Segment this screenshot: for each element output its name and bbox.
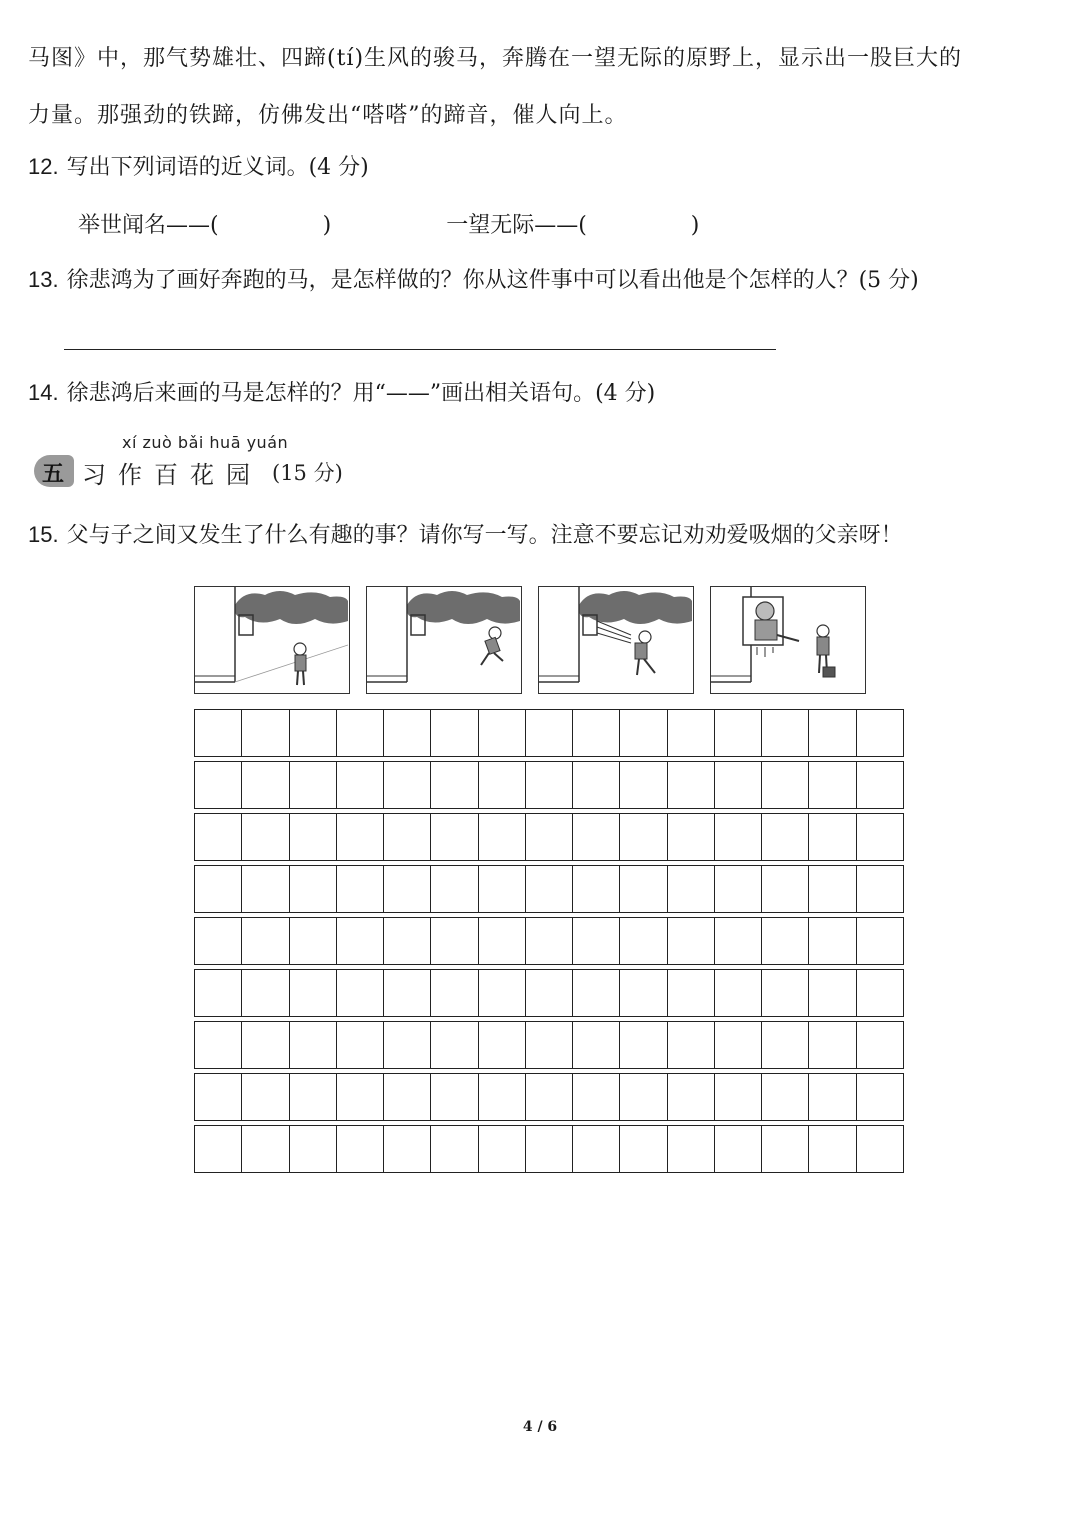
- grid-cell[interactable]: [431, 866, 478, 912]
- grid-cell[interactable]: [431, 814, 478, 860]
- grid-cell[interactable]: [195, 762, 242, 808]
- grid-cell[interactable]: [384, 918, 431, 964]
- grid-cell[interactable]: [715, 814, 762, 860]
- grid-cell[interactable]: [715, 1074, 762, 1120]
- grid-cell[interactable]: [337, 1022, 384, 1068]
- grid-cell[interactable]: [479, 710, 526, 756]
- comic-strip: [194, 586, 874, 698]
- synonym-word-2: 一望无际——(: [446, 213, 587, 238]
- grid-cell[interactable]: [479, 866, 526, 912]
- grid-cell[interactable]: [384, 866, 431, 912]
- grid-row: [194, 1021, 904, 1069]
- grid-cell[interactable]: [195, 1126, 242, 1172]
- grid-cell[interactable]: [242, 918, 289, 964]
- grid-cell[interactable]: [809, 970, 856, 1016]
- grid-cell[interactable]: [809, 918, 856, 964]
- grid-cell[interactable]: [668, 814, 715, 860]
- grid-cell[interactable]: [762, 918, 809, 964]
- grid-cell[interactable]: [337, 762, 384, 808]
- section-5-badge: 五: [42, 462, 65, 487]
- grid-cell[interactable]: [242, 1022, 289, 1068]
- grid-cell[interactable]: [479, 1126, 526, 1172]
- comic-panel-2: [366, 586, 522, 694]
- grid-cell[interactable]: [809, 710, 856, 756]
- grid-cell[interactable]: [526, 918, 573, 964]
- grid-cell[interactable]: [337, 1126, 384, 1172]
- grid-cell[interactable]: [195, 1074, 242, 1120]
- grid-cell[interactable]: [668, 1074, 715, 1120]
- grid-cell[interactable]: [762, 1126, 809, 1172]
- question-15-number: 15.: [28, 522, 59, 547]
- grid-cell[interactable]: [431, 762, 478, 808]
- grid-cell[interactable]: [431, 1074, 478, 1120]
- grid-cell[interactable]: [479, 814, 526, 860]
- grid-cell[interactable]: [573, 1022, 620, 1068]
- grid-cell[interactable]: [668, 1022, 715, 1068]
- grid-cell[interactable]: [526, 710, 573, 756]
- grid-row: [194, 709, 904, 757]
- grid-cell[interactable]: [620, 1074, 667, 1120]
- grid-cell[interactable]: [620, 1126, 667, 1172]
- synonym-close-2: ): [690, 213, 700, 238]
- section-5-score: (15 分): [272, 461, 343, 485]
- question-12-text: 写出下列词语的近义词。(4 分): [66, 155, 369, 180]
- grid-cell[interactable]: [573, 762, 620, 808]
- grid-cell[interactable]: [337, 970, 384, 1016]
- grid-cell[interactable]: [290, 814, 337, 860]
- grid-cell[interactable]: [242, 866, 289, 912]
- grid-cell[interactable]: [479, 1074, 526, 1120]
- grid-cell[interactable]: [573, 814, 620, 860]
- synonym-close-1: ): [322, 213, 332, 238]
- question-13: [28, 265, 919, 296]
- grid-cell[interactable]: [290, 762, 337, 808]
- grid-cell[interactable]: [337, 1074, 384, 1120]
- grid-cell[interactable]: [809, 1022, 856, 1068]
- grid-cell[interactable]: [290, 1074, 337, 1120]
- grid-cell[interactable]: [809, 1074, 856, 1120]
- grid-cell[interactable]: [290, 970, 337, 1016]
- grid-cell[interactable]: [715, 1022, 762, 1068]
- grid-cell[interactable]: [715, 1126, 762, 1172]
- reading-passage: [28, 30, 1058, 144]
- grid-row: [194, 969, 904, 1017]
- grid-cell[interactable]: [479, 762, 526, 808]
- grid-cell[interactable]: [431, 1022, 478, 1068]
- question-14: [28, 378, 655, 409]
- comic-panel-1: [194, 586, 350, 694]
- grid-cell[interactable]: [857, 970, 903, 1016]
- synonym-row: [78, 208, 699, 239]
- grid-cell[interactable]: [526, 866, 573, 912]
- grid-cell[interactable]: [573, 1074, 620, 1120]
- grid-cell[interactable]: [384, 710, 431, 756]
- grid-row: [194, 1073, 904, 1121]
- grid-cell[interactable]: [857, 762, 903, 808]
- grid-cell[interactable]: [290, 918, 337, 964]
- grid-cell[interactable]: [384, 1022, 431, 1068]
- grid-row: [194, 917, 904, 965]
- grid-cell[interactable]: [290, 710, 337, 756]
- grid-cell[interactable]: [337, 866, 384, 912]
- grid-cell[interactable]: [620, 918, 667, 964]
- grid-cell[interactable]: [620, 710, 667, 756]
- grid-cell[interactable]: [573, 918, 620, 964]
- grid-cell[interactable]: [526, 1074, 573, 1120]
- grid-cell[interactable]: [242, 710, 289, 756]
- question-14-text: 徐悲鸿后来画的马是怎样的？用“——”画出相关语句。(4 分): [66, 381, 656, 406]
- grid-cell[interactable]: [337, 710, 384, 756]
- grid-cell[interactable]: [195, 1022, 242, 1068]
- grid-cell[interactable]: [337, 918, 384, 964]
- grid-cell[interactable]: [762, 1074, 809, 1120]
- grid-cell[interactable]: [526, 1022, 573, 1068]
- question-13-number: 13.: [28, 267, 59, 292]
- grid-cell[interactable]: [431, 710, 478, 756]
- grid-cell[interactable]: [526, 970, 573, 1016]
- section-5-header: [34, 433, 434, 493]
- grid-cell[interactable]: [668, 710, 715, 756]
- grid-cell[interactable]: [857, 710, 903, 756]
- grid-cell[interactable]: [479, 1022, 526, 1068]
- grid-cell[interactable]: [573, 970, 620, 1016]
- grid-cell[interactable]: [857, 1022, 903, 1068]
- grid-cell[interactable]: [668, 918, 715, 964]
- grid-cell[interactable]: [242, 1074, 289, 1120]
- grid-cell[interactable]: [195, 918, 242, 964]
- grid-row: [194, 761, 904, 809]
- grid-cell[interactable]: [526, 762, 573, 808]
- grid-row: [194, 1125, 904, 1173]
- grid-cell[interactable]: [573, 710, 620, 756]
- grid-row: [194, 813, 904, 861]
- question-13-answer-line[interactable]: [64, 349, 776, 350]
- grid-cell[interactable]: [809, 762, 856, 808]
- synonym-word-1: 举世闻名——(: [78, 213, 219, 238]
- grid-cell[interactable]: [526, 1126, 573, 1172]
- grid-cell[interactable]: [431, 970, 478, 1016]
- grid-cell[interactable]: [857, 814, 903, 860]
- grid-cell[interactable]: [668, 970, 715, 1016]
- synonym-item-2: [446, 208, 699, 239]
- grid-cell[interactable]: [668, 866, 715, 912]
- grid-cell[interactable]: [479, 918, 526, 964]
- grid-cell[interactable]: [857, 918, 903, 964]
- comic-panel-4: [710, 586, 866, 694]
- section-5-pinyin: xí zuò bǎi huā yuán: [122, 433, 289, 452]
- grid-cell[interactable]: [384, 814, 431, 860]
- grid-cell[interactable]: [762, 814, 809, 860]
- passage-line-2: 力量。那强劲的铁蹄，仿佛发出“嗒嗒”的蹄音，催人向上。: [28, 103, 628, 128]
- grid-cell[interactable]: [573, 866, 620, 912]
- grid-cell[interactable]: [715, 710, 762, 756]
- section-5-title: 习作百花园: [82, 461, 262, 489]
- grid-cell[interactable]: [620, 1022, 667, 1068]
- grid-cell[interactable]: [857, 866, 903, 912]
- grid-cell[interactable]: [195, 970, 242, 1016]
- grid-cell[interactable]: [668, 1126, 715, 1172]
- question-12: [28, 152, 369, 183]
- grid-cell[interactable]: [242, 970, 289, 1016]
- question-13-text: 徐悲鸿为了画好奔跑的马，是怎样做的？你从这件事中可以看出他是个怎样的人？(5 分): [66, 268, 919, 293]
- grid-cell[interactable]: [620, 762, 667, 808]
- grid-cell[interactable]: [526, 814, 573, 860]
- grid-cell[interactable]: [620, 970, 667, 1016]
- grid-cell[interactable]: [384, 1126, 431, 1172]
- question-12-number: 12.: [28, 154, 59, 179]
- grid-cell[interactable]: [762, 762, 809, 808]
- grid-row: [194, 865, 904, 913]
- grid-cell[interactable]: [762, 1022, 809, 1068]
- grid-cell[interactable]: [337, 814, 384, 860]
- grid-cell[interactable]: [762, 710, 809, 756]
- grid-cell[interactable]: [242, 1126, 289, 1172]
- grid-cell[interactable]: [762, 866, 809, 912]
- grid-cell[interactable]: [857, 1074, 903, 1120]
- grid-cell[interactable]: [290, 866, 337, 912]
- grid-cell[interactable]: [762, 970, 809, 1016]
- grid-cell[interactable]: [715, 918, 762, 964]
- grid-cell[interactable]: [195, 710, 242, 756]
- grid-cell[interactable]: [431, 918, 478, 964]
- grid-cell[interactable]: [431, 1126, 478, 1172]
- comic-panel-3: [538, 586, 694, 694]
- grid-cell[interactable]: [384, 1074, 431, 1120]
- grid-cell[interactable]: [715, 866, 762, 912]
- synonym-item-1: [78, 208, 331, 239]
- question-15-text: 父与子之间又发生了什么有趣的事？请你写一写。注意不要忘记劝劝爱吸烟的父亲呀！: [66, 523, 903, 548]
- grid-cell[interactable]: [620, 814, 667, 860]
- question-14-number: 14.: [28, 380, 59, 405]
- grid-cell[interactable]: [290, 1126, 337, 1172]
- page-number: 4 / 6: [522, 1419, 558, 1435]
- grid-cell[interactable]: [573, 1126, 620, 1172]
- grid-cell[interactable]: [195, 814, 242, 860]
- grid-cell[interactable]: [668, 762, 715, 808]
- grid-cell[interactable]: [857, 1126, 903, 1172]
- composition-grid[interactable]: [194, 709, 904, 1173]
- grid-cell[interactable]: [242, 814, 289, 860]
- grid-cell[interactable]: [620, 866, 667, 912]
- grid-cell[interactable]: [809, 1126, 856, 1172]
- grid-cell[interactable]: [715, 970, 762, 1016]
- grid-cell[interactable]: [290, 1022, 337, 1068]
- grid-cell[interactable]: [384, 762, 431, 808]
- grid-cell[interactable]: [384, 970, 431, 1016]
- grid-cell[interactable]: [242, 762, 289, 808]
- grid-cell[interactable]: [195, 866, 242, 912]
- grid-cell[interactable]: [809, 814, 856, 860]
- grid-cell[interactable]: [479, 970, 526, 1016]
- question-15: [28, 520, 903, 551]
- grid-cell[interactable]: [715, 762, 762, 808]
- passage-line-1: 马图》中，那气势雄壮、四蹄(tí)生风的骏马，奔腾在一望无际的原野上，显示出一股巨大的: [28, 46, 963, 71]
- grid-cell[interactable]: [809, 866, 856, 912]
